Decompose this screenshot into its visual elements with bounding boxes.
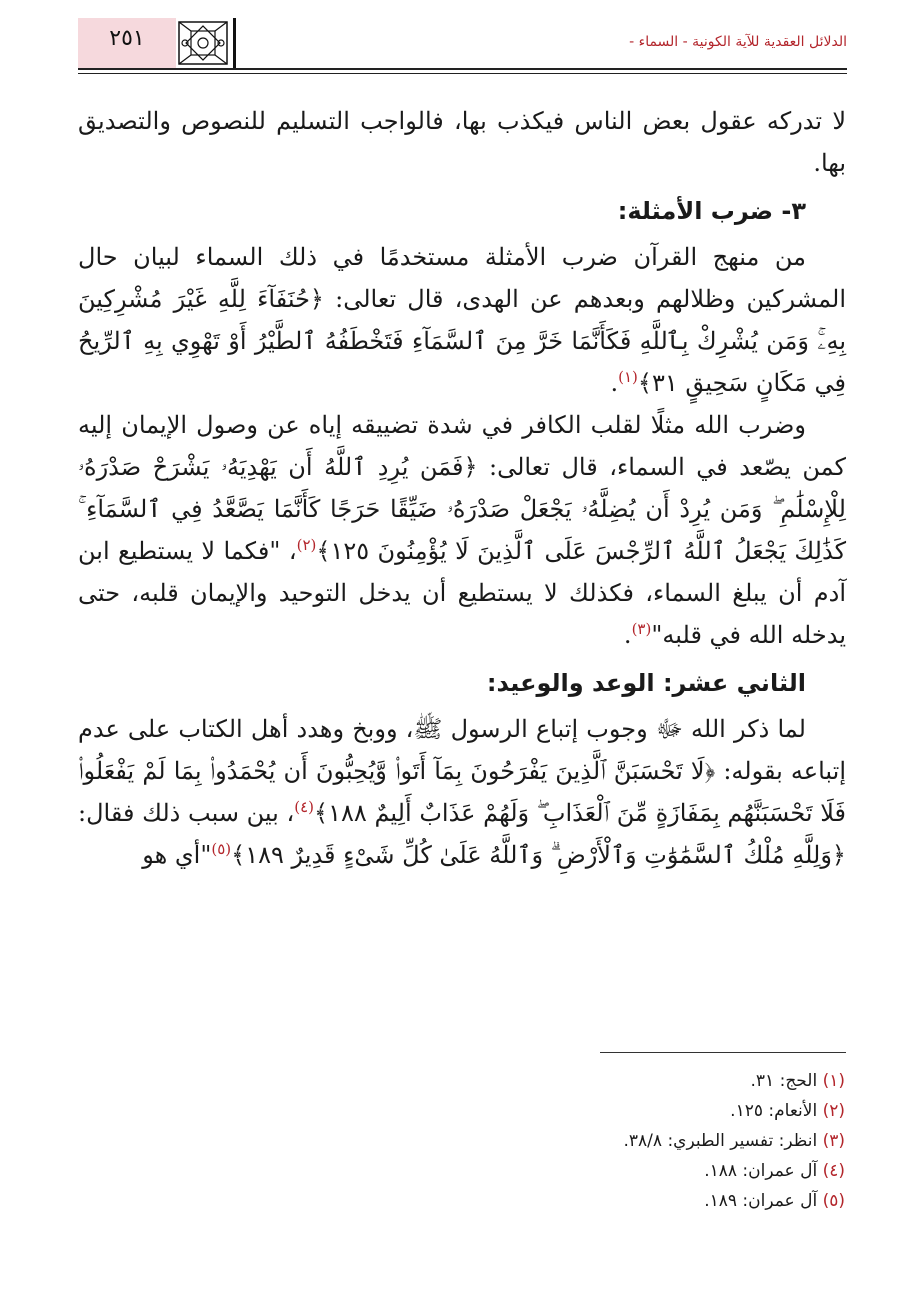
quran-verse: ﴿فَمَن يُرِدِ ٱللَّهُ أَن يَهْدِيَهُۥ يَشْرَحْ صَدْرَهُۥ لِلْإِسْلَٰمِ ۖ وَمَن يُرِدْ أَن يُضِلَّهُۥ يَجْعَلْ صَدْرَهُۥ ضَيِّقًا حَرَجًا كَأَنَّمَا يَصَّعَّدُ فِي ٱلسَّمَآءِ ۚ كَذَٰلِكَ يَجْعَلُ ٱللَّهُ ٱلرِّجْسَ عَلَى ٱلَّذِينَ لَا يُؤْمِنُونَ ١٢٥﴾ <box>78 453 846 565</box>
page-number-box <box>78 18 176 68</box>
footnote-separator <box>600 1052 846 1053</box>
paragraph-2: من منهج القرآن ضرب الأمثلة مستخدمًا في ذلك السماء لبيان حال المشركين وظلالهم وبعدهم عن الهدى، قال تعالى: ﴿حُنَفَآءَ لِلَّهِ غَيْرَ مُشْرِكِينَ بِهِۦۚ وَمَن يُشْرِكْ بِٱللَّهِ فَكَأَنَّمَا خَرَّ مِنَ ٱلسَّمَآءِ فَتَخْطَفُهُ ٱلطَّيْرُ أَوْ تَهْوِي بِهِ ٱلرِّيحُ فِي مَكَانٍ سَحِيقٍ ٣١﴾$^{(١)}$. <box>78 243 846 397</box>
footnote-item: (٥) آل عمران: ١٨٩. <box>704 1191 845 1211</box>
header-divider-bar <box>233 18 236 68</box>
footnote-ref[interactable]: (٢) <box>296 536 317 554</box>
paragraph-3: وضرب الله مثلًا لقلب الكافر في شدة تضييقه إياه عن وصول الإيمان إليه كمن يصّعد في السماء، قال تعالى: ﴿فَمَن يُرِدِ ٱللَّهُ أَن يَهْدِيَهُۥ يَشْرَحْ صَدْرَهُۥ لِلْإِسْلَٰمِ ۖ وَمَن يُرِدْ أَن يُضِلَّهُۥ يَجْعَلْ صَدْرَهُۥ ضَيِّقًا حَرَجًا كَأَنَّمَا يَصَّعَّدُ فِي ٱلسَّمَآءِ ۚ كَذَٰلِكَ يَجْعَلُ ٱللَّهُ ٱلرِّجْسَ عَلَى ٱلَّذِينَ لَا يُؤْمِنُونَ ١٢٥﴾$^{(٢)}$، "فكما لا يستطيع ابن آدم أن يبلغ السماء، فكذلك لا يستطيع أن يدخل التوحيد والإيمان قلبه، حتى يدخله الله في قلبه"$^{(٣)}$. <box>78 411 846 649</box>
footnotes-list <box>445 1066 845 1216</box>
header-rule <box>78 68 847 70</box>
page-header <box>78 18 847 70</box>
footnote-ref[interactable]: (٤) <box>294 798 315 816</box>
footnote-ref[interactable]: (٣) <box>631 620 652 638</box>
header-rule-thin <box>78 73 847 74</box>
section-heading-examples: ٣- ضرب الأمثلة: <box>617 197 806 225</box>
running-title: الدلائل العقدية للآية الكونية - السماء - <box>629 34 847 50</box>
footnote-item: (١) الحج: ٣١. <box>750 1071 845 1091</box>
page-body <box>78 100 846 876</box>
footnote-ref[interactable]: (١) <box>618 368 638 386</box>
footnote-item: (٤) آل عمران: ١٨٨. <box>704 1161 845 1181</box>
footnote-item: (٣) انظر: تفسير الطبري: ٣٨/٨. <box>623 1131 845 1151</box>
geometric-star-ornament-icon <box>178 21 228 65</box>
footnote-ref[interactable]: (٥) <box>211 840 232 858</box>
section-heading-promise: الثاني عشر: الوعد والوعيد: <box>486 669 806 697</box>
quran-verse: ﴿لَا تَحْسَبَنَّ ٱلَّذِينَ يَفْرَحُونَ بِمَآ أَتَوا۟ وَّيُحِبُّونَ أَن يُحْمَدُوا۟ بِمَا لَمْ يَفْعَلُوا۟ فَلَا تَحْسَبَنَّهُم بِمَفَازَةٍ مِّنَ ٱلْعَذَابِ ۖ وَلَهُمْ عَذَابٌ أَلِيمٌ ١٨٨﴾ <box>78 757 847 827</box>
paragraph-4: لما ذكر الله ﷻ وجوب إتباع الرسول ﷺ، ووبخ وهدد أهل الكتاب على عدم إتباعه بقوله: ﴿لَا تَحْسَبَنَّ ٱلَّذِينَ يَفْرَحُونَ بِمَآ أَتَوا۟ وَّيُحِبُّونَ أَن يُحْمَدُوا۟ بِمَا لَمْ يَفْعَلُوا۟ فَلَا تَحْسَبَنَّهُم بِمَفَازَةٍ مِّنَ ٱلْعَذَابِ ۖ وَلَهُمْ عَذَابٌ أَلِيمٌ ١٨٨﴾$^{(٤)}$، بين سبب ذلك فقال: ﴿وَلِلَّهِ مُلْكُ ٱلسَّمَٰوَٰتِ وَٱلْأَرْضِ ۗ وَٱللَّهُ عَلَىٰ كُلِّ شَىْءٍ قَدِيرٌ ١٨٩﴾$^{(٥)}$"أي هو <box>78 715 847 869</box>
paragraph-1: لا تدركه عقول بعض الناس فيكذب بها، فالواجب التسليم للنصوص والتصديق بها. <box>78 107 846 177</box>
quran-verse: ﴿وَلِلَّهِ مُلْكُ ٱلسَّمَٰوَٰتِ وَٱلْأَرْضِ ۗ وَٱللَّهُ عَلَىٰ كُلِّ شَىْءٍ قَدِيرٌ ١٨٩﴾ <box>231 841 846 869</box>
page-number: ٢٥١ <box>109 26 145 51</box>
footnote-item: (٢) الأنعام: ١٢٥. <box>730 1101 845 1121</box>
quran-verse: ﴿حُنَفَآءَ لِلَّهِ غَيْرَ مُشْرِكِينَ بِهِۦۚ وَمَن يُشْرِكْ بِٱللَّهِ فَكَأَنَّمَا خَرَّ مِنَ ٱلسَّمَآءِ فَتَخْطَفُهُ ٱلطَّيْرُ أَوْ تَهْوِي بِهِ ٱلرِّيحُ فِي مَكَانٍ سَحِيقٍ ٣١﴾ <box>78 285 846 397</box>
